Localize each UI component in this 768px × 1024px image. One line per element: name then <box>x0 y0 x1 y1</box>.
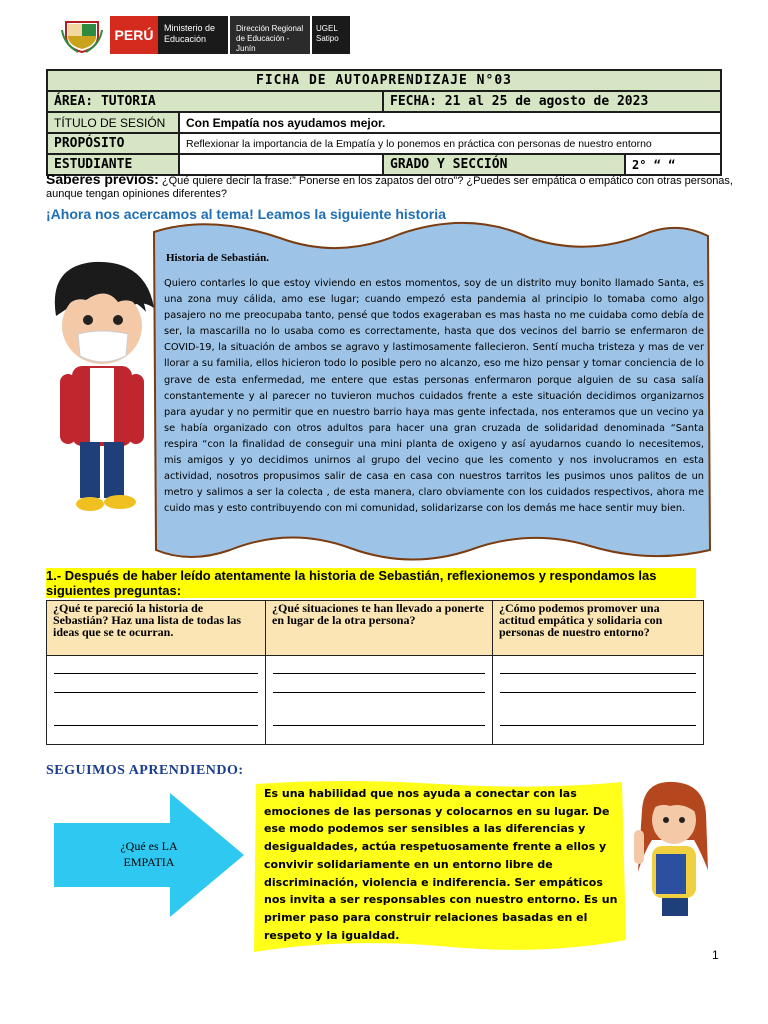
area-label: ÁREA: TUTORIA <box>47 91 383 112</box>
section-heading: SEGUIMOS APRENDIENDO: <box>46 763 244 778</box>
empathy-definition: Es una habilidad que nos ayuda a conectar con las emociones de las personas y colocarnos en su lugar. De ese modo podemos ser sensibles a las diferencias y desigualdades, actúa respetuosamente frente a ellos y convivir solidariamente en un entorno libre de discriminación, violencia e indiferencia. Ser empáticos nos invita a ser responsables con nuestro entorno. Es un primer paso para construir relaciones basadas en el respeto y la igualdad. <box>264 787 618 942</box>
header-table <box>46 69 722 176</box>
question-a: ¿Qué te pareció la historia de Sebastián? Haz una lista de todas las ideas que se te ocurran. <box>47 601 266 656</box>
logo-bar <box>60 16 350 54</box>
saberes-previos <box>46 173 736 201</box>
saberes-label: Saberes previos: <box>46 171 159 187</box>
girl-illustration <box>628 780 712 920</box>
grado-value[interactable]: 2° “ “ <box>625 154 721 175</box>
peru-logo: PERÚ <box>110 16 158 54</box>
answer-b-area[interactable] <box>266 656 493 745</box>
question-c: ¿Cómo podemos promover una actitud empática y solidaria con personas de nuestro entorno? <box>493 601 704 656</box>
titulo-label: TÍTULO DE SESIÓN <box>47 112 179 133</box>
saberes-text: ¿Qué quiere decir la frase:” Ponerse en los zapatos del otro”? ¿Puedes ser empática o empático con otras personas, aunque tengan opiniones diferentes? <box>46 175 733 200</box>
peru-shield-icon <box>60 16 104 54</box>
titulo-value: Con Empatía nos ayudamos mejor. <box>179 112 721 133</box>
grado-label: GRADO Y SECCIÓN <box>383 154 625 175</box>
story-title: Historia de Sebastián. <box>166 252 269 264</box>
question-1: 1.- Después de haber leído atentamente la historia de Sebastián, reflexionemos y respondamos las siguientes preguntas: <box>46 568 696 598</box>
questions-table <box>46 600 704 745</box>
page-number: 1 <box>712 948 719 962</box>
arrow-label: ¿Qué es LA EMPATIA <box>120 839 178 869</box>
question-b: ¿Qué situaciones te han llevado a ponerte en lugar de la otra persona? <box>266 601 493 656</box>
estudiante-field[interactable] <box>179 154 383 175</box>
ministerio-logo: Ministerio de Educación <box>158 16 228 54</box>
proposito-label: PROPÓSITO <box>47 133 179 154</box>
story-text: Quiero contarles lo que estoy viviendo en estos momentos, soy de un distrito muy bonito llamado Santa, es una zona muy cálida, amo ese lugar; cuando empezó esta pandemia al principio lo tomaba como algo pasajero no me preocupaba tanto, pensé que todos exageraban es mas hasta no me cuidaba como debía de ser, la mascarilla no lo usaba como es correctamente, hasta que dos vecinos del barrio se enfermaron de COVID-19, la situación de ambos se agravo y lastimosamente fallecieron. Sentí mucha tristeza y mas de ver llorar a su familia, ellos hicieron todo lo posible pero no alcanzo, eso me hizo pensar y tomar conciencia de lo grave de esta enfermedad, me entere que estas personas enfermaron porque alguien de su casa salía constantemente y al parecer no tuvieron muchos cuidados frente a este situación decidimos organizarnos para ayudar y no permitir que en nuestro barrio haya mas gente infectada, nos enteramos que un vecino ya se había organizado con otros adultos para hacer una gran cruzada de solidaridad denominada “Santa respira “con la finalidad de conseguir una mini planta de oxigeno y así ayudarnos cuando lo necesitemos, mis amigos y yo decidimos unirnos al grupo del vecino que les comento y nos involucramos en esta actividad, nosotros propusimos salir de casa en casa con nuestros tarritos les pusimos unos palitos de un metro y salimos a ser la colecta , de esta manera, claro obviamente con los cuidados respectivos, ahora me cuido mas y esto contribuyendo con mi comunidad, solidarizarse con los demás me hace sentir muy bien. <box>164 278 704 515</box>
answer-c-area[interactable] <box>493 656 704 745</box>
section-subtitle: ¡Ahora nos acercamos al tema! Leamos la siguiente historia <box>46 206 446 222</box>
answer-a-area[interactable] <box>47 656 266 745</box>
proposito-value: Reflexionar la importancia de la Empatía y lo ponemos en práctica con personas de nuestro entorno <box>179 133 721 154</box>
ugel-logo: UGEL Satipo <box>312 16 350 54</box>
document-title: FICHA DE AUTOAPRENDIZAJE N°03 <box>47 70 721 91</box>
direccion-regional-logo: Dirección Regional de Educación - Junín <box>230 16 310 54</box>
estudiante-label: ESTUDIANTE <box>47 154 179 175</box>
fecha-label: FECHA: 21 al 25 de agosto de 2023 <box>383 91 721 112</box>
boy-illustration <box>42 256 158 520</box>
